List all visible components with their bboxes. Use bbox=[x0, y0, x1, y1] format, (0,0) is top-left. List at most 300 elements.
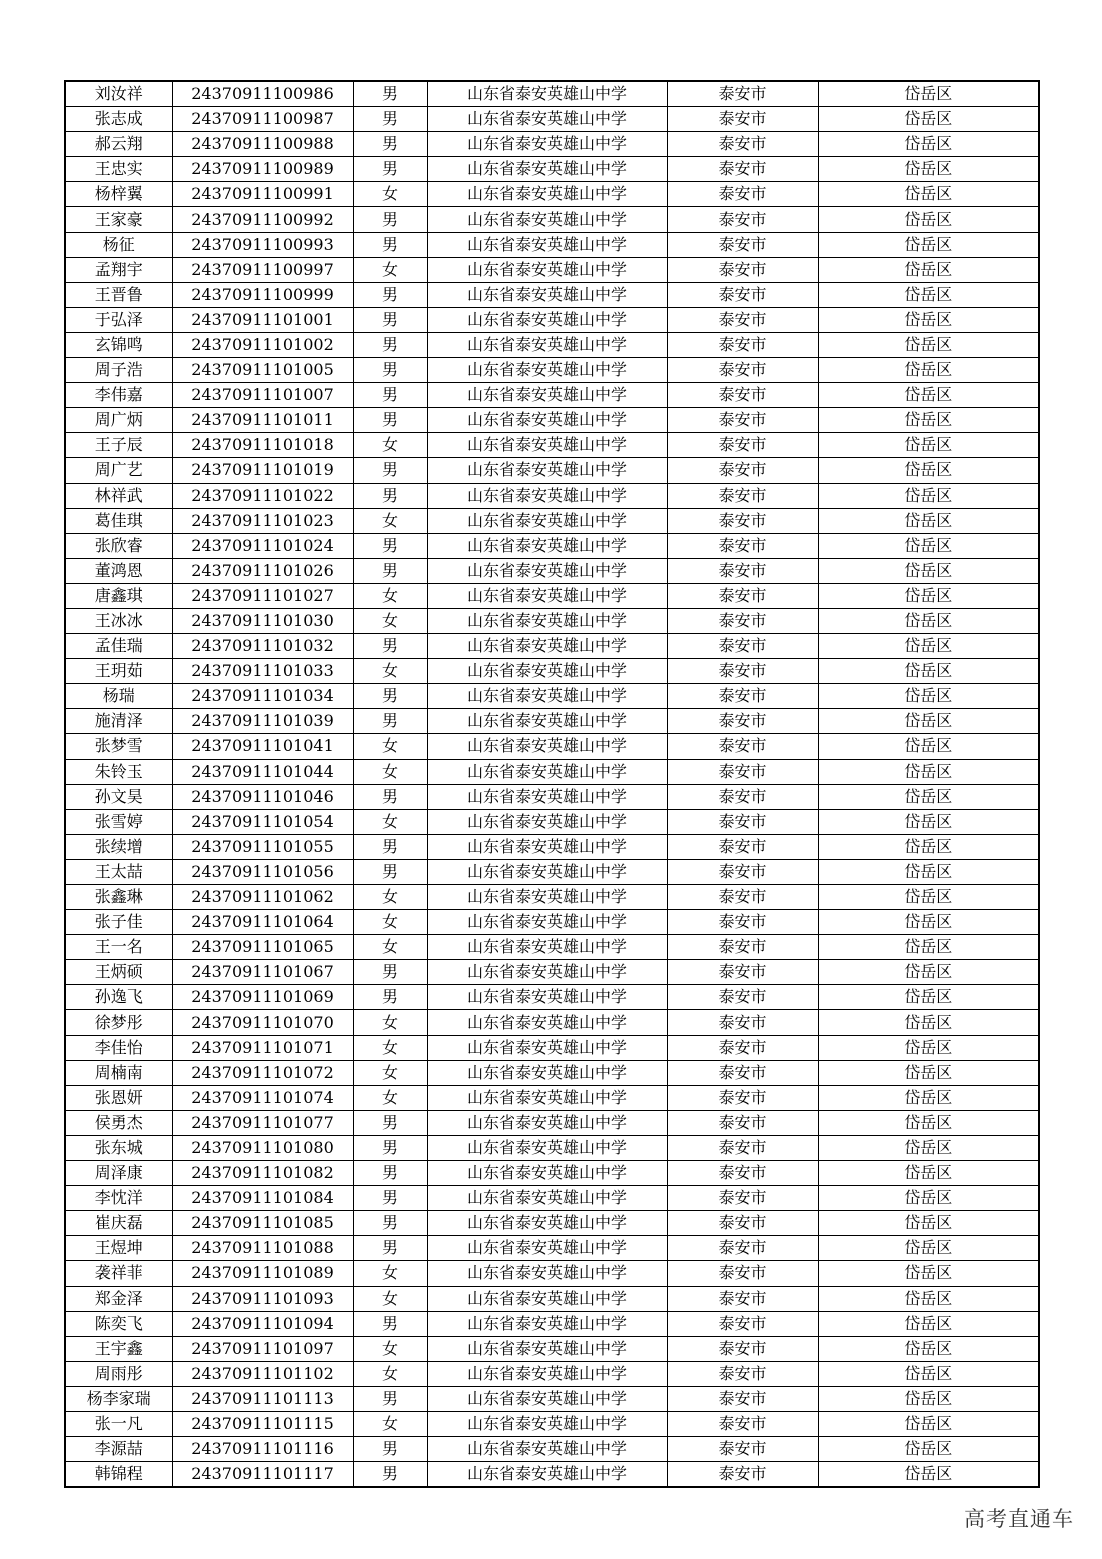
school-cell: 山东省泰安英雄山中学 bbox=[427, 709, 667, 734]
table-row bbox=[65, 232, 1039, 257]
city-cell: 泰安市 bbox=[667, 383, 818, 408]
district-cell: 岱岳区 bbox=[818, 809, 1039, 834]
table-row bbox=[65, 759, 1039, 784]
table-row bbox=[65, 834, 1039, 859]
name-cell: 袭祥菲 bbox=[65, 1261, 172, 1286]
school-cell: 山东省泰安英雄山中学 bbox=[427, 558, 667, 583]
district-cell: 岱岳区 bbox=[818, 1085, 1039, 1110]
district-cell: 岱岳区 bbox=[818, 1261, 1039, 1286]
gender-cell: 男 bbox=[353, 81, 427, 107]
city-cell: 泰安市 bbox=[667, 634, 818, 659]
school-cell: 山东省泰安英雄山中学 bbox=[427, 834, 667, 859]
district-cell: 岱岳区 bbox=[818, 985, 1039, 1010]
city-cell: 泰安市 bbox=[667, 885, 818, 910]
exam-id-cell: 24370911101074 bbox=[172, 1085, 353, 1110]
table-row bbox=[65, 1462, 1039, 1488]
exam-id-cell: 24370911101026 bbox=[172, 558, 353, 583]
student-list-table bbox=[64, 80, 1040, 1488]
school-cell: 山东省泰安英雄山中学 bbox=[427, 332, 667, 357]
school-cell: 山东省泰安英雄山中学 bbox=[427, 659, 667, 684]
table-row bbox=[65, 1411, 1039, 1436]
exam-id-cell: 24370911101069 bbox=[172, 985, 353, 1010]
name-cell: 张一凡 bbox=[65, 1411, 172, 1436]
gender-cell: 男 bbox=[353, 483, 427, 508]
name-cell: 王玥茹 bbox=[65, 659, 172, 684]
gender-cell: 男 bbox=[353, 1211, 427, 1236]
exam-id-cell: 24370911101027 bbox=[172, 583, 353, 608]
table-row bbox=[65, 1361, 1039, 1386]
table-row bbox=[65, 709, 1039, 734]
school-cell: 山东省泰安英雄山中学 bbox=[427, 608, 667, 633]
district-cell: 岱岳区 bbox=[818, 132, 1039, 157]
name-cell: 李伟嘉 bbox=[65, 383, 172, 408]
district-cell: 岱岳区 bbox=[818, 533, 1039, 558]
city-cell: 泰安市 bbox=[667, 132, 818, 157]
school-cell: 山东省泰安英雄山中学 bbox=[427, 433, 667, 458]
school-cell: 山东省泰安英雄山中学 bbox=[427, 508, 667, 533]
gender-cell: 男 bbox=[353, 358, 427, 383]
school-cell: 山东省泰安英雄山中学 bbox=[427, 960, 667, 985]
exam-id-cell: 24370911101102 bbox=[172, 1361, 353, 1386]
gender-cell: 男 bbox=[353, 282, 427, 307]
gender-cell: 男 bbox=[353, 1437, 427, 1462]
name-cell: 王冰冰 bbox=[65, 608, 172, 633]
exam-id-cell: 24370911101113 bbox=[172, 1386, 353, 1411]
gender-cell: 男 bbox=[353, 1186, 427, 1211]
watermark: 高考直通车 bbox=[964, 1507, 1074, 1531]
district-cell: 岱岳区 bbox=[818, 157, 1039, 182]
district-cell: 岱岳区 bbox=[818, 358, 1039, 383]
exam-id-cell: 24370911101024 bbox=[172, 533, 353, 558]
city-cell: 泰安市 bbox=[667, 458, 818, 483]
exam-id-cell: 24370911100992 bbox=[172, 207, 353, 232]
city-cell: 泰安市 bbox=[667, 709, 818, 734]
district-cell: 岱岳区 bbox=[818, 282, 1039, 307]
table-row bbox=[65, 910, 1039, 935]
school-cell: 山东省泰安英雄山中学 bbox=[427, 1186, 667, 1211]
city-cell: 泰安市 bbox=[667, 107, 818, 132]
name-cell: 李源喆 bbox=[65, 1437, 172, 1462]
school-cell: 山东省泰安英雄山中学 bbox=[427, 809, 667, 834]
gender-cell: 女 bbox=[353, 583, 427, 608]
city-cell: 泰安市 bbox=[667, 784, 818, 809]
gender-cell: 女 bbox=[353, 935, 427, 960]
table-row bbox=[65, 207, 1039, 232]
school-cell: 山东省泰安英雄山中学 bbox=[427, 232, 667, 257]
city-cell: 泰安市 bbox=[667, 433, 818, 458]
name-cell: 朱铃玉 bbox=[65, 759, 172, 784]
city-cell: 泰安市 bbox=[667, 1035, 818, 1060]
name-cell: 周子浩 bbox=[65, 358, 172, 383]
gender-cell: 男 bbox=[353, 985, 427, 1010]
city-cell: 泰安市 bbox=[667, 483, 818, 508]
table-row bbox=[65, 935, 1039, 960]
district-cell: 岱岳区 bbox=[818, 1411, 1039, 1436]
exam-id-cell: 24370911101067 bbox=[172, 960, 353, 985]
exam-id-cell: 24370911101044 bbox=[172, 759, 353, 784]
city-cell: 泰安市 bbox=[667, 1110, 818, 1135]
gender-cell: 男 bbox=[353, 383, 427, 408]
school-cell: 山东省泰安英雄山中学 bbox=[427, 1135, 667, 1160]
exam-id-cell: 24370911100988 bbox=[172, 132, 353, 157]
school-cell: 山东省泰安英雄山中学 bbox=[427, 910, 667, 935]
city-cell: 泰安市 bbox=[667, 659, 818, 684]
gender-cell: 男 bbox=[353, 1311, 427, 1336]
exam-id-cell: 24370911101019 bbox=[172, 458, 353, 483]
name-cell: 周广炳 bbox=[65, 408, 172, 433]
table-row bbox=[65, 1437, 1039, 1462]
exam-id-cell: 24370911101072 bbox=[172, 1060, 353, 1085]
gender-cell: 男 bbox=[353, 207, 427, 232]
table-row bbox=[65, 784, 1039, 809]
exam-id-cell: 24370911101056 bbox=[172, 859, 353, 884]
name-cell: 孟翔宇 bbox=[65, 257, 172, 282]
name-cell: 张恩妍 bbox=[65, 1085, 172, 1110]
city-cell: 泰安市 bbox=[667, 608, 818, 633]
table-row bbox=[65, 383, 1039, 408]
city-cell: 泰安市 bbox=[667, 332, 818, 357]
name-cell: 郝云翔 bbox=[65, 132, 172, 157]
city-cell: 泰安市 bbox=[667, 910, 818, 935]
exam-id-cell: 24370911100993 bbox=[172, 232, 353, 257]
exam-id-cell: 24370911100987 bbox=[172, 107, 353, 132]
table-row bbox=[65, 809, 1039, 834]
table-row bbox=[65, 358, 1039, 383]
name-cell: 王子辰 bbox=[65, 433, 172, 458]
school-cell: 山东省泰安英雄山中学 bbox=[427, 307, 667, 332]
name-cell: 杨梓翼 bbox=[65, 182, 172, 207]
table-row bbox=[65, 885, 1039, 910]
city-cell: 泰安市 bbox=[667, 81, 818, 107]
gender-cell: 男 bbox=[353, 960, 427, 985]
exam-id-cell: 24370911100991 bbox=[172, 182, 353, 207]
table-row bbox=[65, 1186, 1039, 1211]
district-cell: 岱岳区 bbox=[818, 1035, 1039, 1060]
table-row bbox=[65, 1135, 1039, 1160]
city-cell: 泰安市 bbox=[667, 935, 818, 960]
district-cell: 岱岳区 bbox=[818, 257, 1039, 282]
exam-id-cell: 24370911101115 bbox=[172, 1411, 353, 1436]
gender-cell: 男 bbox=[353, 709, 427, 734]
name-cell: 周泽康 bbox=[65, 1161, 172, 1186]
gender-cell: 女 bbox=[353, 809, 427, 834]
city-cell: 泰安市 bbox=[667, 182, 818, 207]
name-cell: 林祥武 bbox=[65, 483, 172, 508]
district-cell: 岱岳区 bbox=[818, 1110, 1039, 1135]
school-cell: 山东省泰安英雄山中学 bbox=[427, 759, 667, 784]
gender-cell: 男 bbox=[353, 1110, 427, 1135]
district-cell: 岱岳区 bbox=[818, 1336, 1039, 1361]
school-cell: 山东省泰安英雄山中学 bbox=[427, 985, 667, 1010]
district-cell: 岱岳区 bbox=[818, 834, 1039, 859]
exam-id-cell: 24370911101088 bbox=[172, 1236, 353, 1261]
school-cell: 山东省泰安英雄山中学 bbox=[427, 885, 667, 910]
school-cell: 山东省泰安英雄山中学 bbox=[427, 157, 667, 182]
school-cell: 山东省泰安英雄山中学 bbox=[427, 1361, 667, 1386]
district-cell: 岱岳区 bbox=[818, 1311, 1039, 1336]
gender-cell: 男 bbox=[353, 533, 427, 558]
district-cell: 岱岳区 bbox=[818, 709, 1039, 734]
exam-id-cell: 24370911100999 bbox=[172, 282, 353, 307]
exam-id-cell: 24370911101022 bbox=[172, 483, 353, 508]
gender-cell: 男 bbox=[353, 132, 427, 157]
name-cell: 崔庆磊 bbox=[65, 1211, 172, 1236]
city-cell: 泰安市 bbox=[667, 232, 818, 257]
school-cell: 山东省泰安英雄山中学 bbox=[427, 282, 667, 307]
table-row bbox=[65, 960, 1039, 985]
district-cell: 岱岳区 bbox=[818, 232, 1039, 257]
name-cell: 孟佳瑞 bbox=[65, 634, 172, 659]
table-row bbox=[65, 1060, 1039, 1085]
city-cell: 泰安市 bbox=[667, 583, 818, 608]
table-row bbox=[65, 1386, 1039, 1411]
school-cell: 山东省泰安英雄山中学 bbox=[427, 684, 667, 709]
exam-id-cell: 24370911100989 bbox=[172, 157, 353, 182]
gender-cell: 男 bbox=[353, 1135, 427, 1160]
table-row bbox=[65, 734, 1039, 759]
exam-id-cell: 24370911100997 bbox=[172, 257, 353, 282]
table-row bbox=[65, 257, 1039, 282]
name-cell: 刘汝祥 bbox=[65, 81, 172, 107]
table-row bbox=[65, 483, 1039, 508]
exam-id-cell: 24370911101034 bbox=[172, 684, 353, 709]
exam-id-cell: 24370911101005 bbox=[172, 358, 353, 383]
gender-cell: 女 bbox=[353, 885, 427, 910]
exam-id-cell: 24370911101085 bbox=[172, 1211, 353, 1236]
city-cell: 泰安市 bbox=[667, 257, 818, 282]
exam-id-cell: 24370911101046 bbox=[172, 784, 353, 809]
school-cell: 山东省泰安英雄山中学 bbox=[427, 132, 667, 157]
exam-id-cell: 24370911100986 bbox=[172, 81, 353, 107]
city-cell: 泰安市 bbox=[667, 759, 818, 784]
city-cell: 泰安市 bbox=[667, 1462, 818, 1488]
gender-cell: 女 bbox=[353, 182, 427, 207]
exam-id-cell: 24370911101011 bbox=[172, 408, 353, 433]
city-cell: 泰安市 bbox=[667, 282, 818, 307]
name-cell: 王一名 bbox=[65, 935, 172, 960]
gender-cell: 男 bbox=[353, 232, 427, 257]
gender-cell: 男 bbox=[353, 784, 427, 809]
name-cell: 葛佳琪 bbox=[65, 508, 172, 533]
exam-id-cell: 24370911101054 bbox=[172, 809, 353, 834]
gender-cell: 男 bbox=[353, 408, 427, 433]
exam-id-cell: 24370911101033 bbox=[172, 659, 353, 684]
city-cell: 泰安市 bbox=[667, 1060, 818, 1085]
school-cell: 山东省泰安英雄山中学 bbox=[427, 1110, 667, 1135]
exam-id-cell: 24370911101064 bbox=[172, 910, 353, 935]
school-cell: 山东省泰安英雄山中学 bbox=[427, 257, 667, 282]
district-cell: 岱岳区 bbox=[818, 1361, 1039, 1386]
table-row bbox=[65, 408, 1039, 433]
exam-id-cell: 24370911101093 bbox=[172, 1286, 353, 1311]
district-cell: 岱岳区 bbox=[818, 81, 1039, 107]
gender-cell: 女 bbox=[353, 1261, 427, 1286]
exam-id-cell: 24370911101018 bbox=[172, 433, 353, 458]
school-cell: 山东省泰安英雄山中学 bbox=[427, 483, 667, 508]
gender-cell: 男 bbox=[353, 834, 427, 859]
table-row bbox=[65, 282, 1039, 307]
gender-cell: 女 bbox=[353, 1361, 427, 1386]
exam-id-cell: 24370911101032 bbox=[172, 634, 353, 659]
exam-id-cell: 24370911101062 bbox=[172, 885, 353, 910]
name-cell: 王炳硕 bbox=[65, 960, 172, 985]
table-row bbox=[65, 1010, 1039, 1035]
name-cell: 于弘泽 bbox=[65, 307, 172, 332]
city-cell: 泰安市 bbox=[667, 1386, 818, 1411]
gender-cell: 男 bbox=[353, 1386, 427, 1411]
name-cell: 徐梦彤 bbox=[65, 1010, 172, 1035]
city-cell: 泰安市 bbox=[667, 1186, 818, 1211]
city-cell: 泰安市 bbox=[667, 1437, 818, 1462]
name-cell: 郑金泽 bbox=[65, 1286, 172, 1311]
school-cell: 山东省泰安英雄山中学 bbox=[427, 734, 667, 759]
school-cell: 山东省泰安英雄山中学 bbox=[427, 533, 667, 558]
school-cell: 山东省泰安英雄山中学 bbox=[427, 634, 667, 659]
exam-id-cell: 24370911101023 bbox=[172, 508, 353, 533]
school-cell: 山东省泰安英雄山中学 bbox=[427, 107, 667, 132]
gender-cell: 女 bbox=[353, 433, 427, 458]
table-row bbox=[65, 1085, 1039, 1110]
city-cell: 泰安市 bbox=[667, 207, 818, 232]
table-row bbox=[65, 332, 1039, 357]
exam-id-cell: 24370911101071 bbox=[172, 1035, 353, 1060]
name-cell: 侯勇杰 bbox=[65, 1110, 172, 1135]
gender-cell: 女 bbox=[353, 734, 427, 759]
school-cell: 山东省泰安英雄山中学 bbox=[427, 1336, 667, 1361]
gender-cell: 女 bbox=[353, 1286, 427, 1311]
district-cell: 岱岳区 bbox=[818, 634, 1039, 659]
school-cell: 山东省泰安英雄山中学 bbox=[427, 1411, 667, 1436]
city-cell: 泰安市 bbox=[667, 1336, 818, 1361]
table-row bbox=[65, 508, 1039, 533]
exam-id-cell: 24370911101077 bbox=[172, 1110, 353, 1135]
name-cell: 王忠实 bbox=[65, 157, 172, 182]
exam-id-cell: 24370911101065 bbox=[172, 935, 353, 960]
table-row bbox=[65, 132, 1039, 157]
gender-cell: 男 bbox=[353, 684, 427, 709]
city-cell: 泰安市 bbox=[667, 960, 818, 985]
exam-id-cell: 24370911101002 bbox=[172, 332, 353, 357]
school-cell: 山东省泰安英雄山中学 bbox=[427, 383, 667, 408]
exam-id-cell: 24370911101116 bbox=[172, 1437, 353, 1462]
district-cell: 岱岳区 bbox=[818, 734, 1039, 759]
district-cell: 岱岳区 bbox=[818, 1161, 1039, 1186]
exam-id-cell: 24370911101094 bbox=[172, 1311, 353, 1336]
table-row bbox=[65, 608, 1039, 633]
name-cell: 唐鑫琪 bbox=[65, 583, 172, 608]
gender-cell: 男 bbox=[353, 634, 427, 659]
school-cell: 山东省泰安英雄山中学 bbox=[427, 935, 667, 960]
exam-id-cell: 24370911101117 bbox=[172, 1462, 353, 1488]
city-cell: 泰安市 bbox=[667, 859, 818, 884]
district-cell: 岱岳区 bbox=[818, 784, 1039, 809]
district-cell: 岱岳区 bbox=[818, 684, 1039, 709]
district-cell: 岱岳区 bbox=[818, 483, 1039, 508]
school-cell: 山东省泰安英雄山中学 bbox=[427, 458, 667, 483]
gender-cell: 男 bbox=[353, 107, 427, 132]
gender-cell: 女 bbox=[353, 1336, 427, 1361]
city-cell: 泰安市 bbox=[667, 809, 818, 834]
district-cell: 岱岳区 bbox=[818, 433, 1039, 458]
district-cell: 岱岳区 bbox=[818, 107, 1039, 132]
district-cell: 岱岳区 bbox=[818, 458, 1039, 483]
name-cell: 王煜坤 bbox=[65, 1236, 172, 1261]
gender-cell: 女 bbox=[353, 1085, 427, 1110]
name-cell: 玄锦鸣 bbox=[65, 332, 172, 357]
city-cell: 泰安市 bbox=[667, 834, 818, 859]
city-cell: 泰安市 bbox=[667, 1211, 818, 1236]
school-cell: 山东省泰安英雄山中学 bbox=[427, 81, 667, 107]
name-cell: 张志成 bbox=[65, 107, 172, 132]
table-row bbox=[65, 81, 1039, 107]
name-cell: 王晋鲁 bbox=[65, 282, 172, 307]
gender-cell: 男 bbox=[353, 859, 427, 884]
name-cell: 施清泽 bbox=[65, 709, 172, 734]
gender-cell: 男 bbox=[353, 1236, 427, 1261]
school-cell: 山东省泰安英雄山中学 bbox=[427, 1311, 667, 1336]
gender-cell: 女 bbox=[353, 1010, 427, 1035]
name-cell: 李佳怡 bbox=[65, 1035, 172, 1060]
gender-cell: 女 bbox=[353, 1411, 427, 1436]
name-cell: 杨征 bbox=[65, 232, 172, 257]
district-cell: 岱岳区 bbox=[818, 608, 1039, 633]
city-cell: 泰安市 bbox=[667, 985, 818, 1010]
district-cell: 岱岳区 bbox=[818, 659, 1039, 684]
table-body bbox=[65, 81, 1039, 1487]
exam-id-cell: 24370911101055 bbox=[172, 834, 353, 859]
city-cell: 泰安市 bbox=[667, 1311, 818, 1336]
name-cell: 王太喆 bbox=[65, 859, 172, 884]
table-row bbox=[65, 533, 1039, 558]
district-cell: 岱岳区 bbox=[818, 182, 1039, 207]
name-cell: 周广艺 bbox=[65, 458, 172, 483]
city-cell: 泰安市 bbox=[667, 1010, 818, 1035]
district-cell: 岱岳区 bbox=[818, 1236, 1039, 1261]
school-cell: 山东省泰安英雄山中学 bbox=[427, 1462, 667, 1488]
exam-id-cell: 24370911101097 bbox=[172, 1336, 353, 1361]
city-cell: 泰安市 bbox=[667, 408, 818, 433]
gender-cell: 男 bbox=[353, 1161, 427, 1186]
school-cell: 山东省泰安英雄山中学 bbox=[427, 1286, 667, 1311]
table-row bbox=[65, 634, 1039, 659]
name-cell: 李忱洋 bbox=[65, 1186, 172, 1211]
city-cell: 泰安市 bbox=[667, 558, 818, 583]
district-cell: 岱岳区 bbox=[818, 759, 1039, 784]
district-cell: 岱岳区 bbox=[818, 508, 1039, 533]
exam-id-cell: 24370911101089 bbox=[172, 1261, 353, 1286]
table-row bbox=[65, 1161, 1039, 1186]
district-cell: 岱岳区 bbox=[818, 1437, 1039, 1462]
school-cell: 山东省泰安英雄山中学 bbox=[427, 1211, 667, 1236]
school-cell: 山东省泰安英雄山中学 bbox=[427, 1010, 667, 1035]
gender-cell: 女 bbox=[353, 659, 427, 684]
city-cell: 泰安市 bbox=[667, 358, 818, 383]
exam-id-cell: 24370911101084 bbox=[172, 1186, 353, 1211]
table-row bbox=[65, 1211, 1039, 1236]
district-cell: 岱岳区 bbox=[818, 1135, 1039, 1160]
table-row bbox=[65, 458, 1039, 483]
exam-id-cell: 24370911101039 bbox=[172, 709, 353, 734]
gender-cell: 男 bbox=[353, 307, 427, 332]
gender-cell: 女 bbox=[353, 759, 427, 784]
city-cell: 泰安市 bbox=[667, 307, 818, 332]
table-row bbox=[65, 684, 1039, 709]
table-row bbox=[65, 859, 1039, 884]
name-cell: 周楠南 bbox=[65, 1060, 172, 1085]
name-cell: 孙文昊 bbox=[65, 784, 172, 809]
district-cell: 岱岳区 bbox=[818, 935, 1039, 960]
gender-cell: 男 bbox=[353, 558, 427, 583]
